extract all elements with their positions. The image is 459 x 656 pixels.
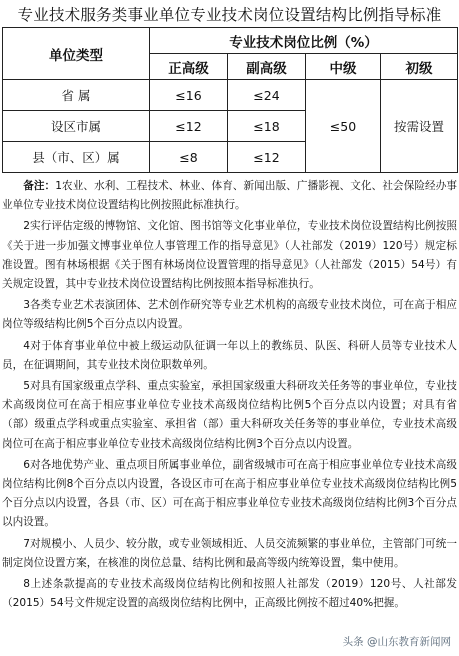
note-1: [2, 177, 457, 215]
row-zheng: ≤12: [150, 111, 228, 142]
row-fu: ≤12: [228, 142, 306, 173]
row-zheng: ≤8: [150, 142, 228, 173]
row-zheng: ≤16: [150, 80, 228, 111]
page-title: 专业技术服务类事业单位专业技术岗位设置结构比例指导标准: [17, 6, 442, 24]
header-fu-gaoji: 副高级: [228, 54, 306, 80]
row-type: 设区市属: [3, 111, 150, 142]
notes-section: [2, 177, 457, 615]
header-ratio: 专业技术岗位比例（%）: [150, 28, 458, 54]
note-1-text: 1农业、水利、工程技术、林业、体育、新闻出版、广播影视、文化、社会保险经办事业单位专业技术岗位设置结构比例按照此标准执行。: [2, 180, 457, 212]
row-fu: ≤24: [228, 80, 306, 111]
note-5: 5对具有国家级重点学科、重点实验室，承担国家级重大科研攻关任务等的事业单位，专业技术高级岗位可在高于相应事业单位专业技术高级岗位结构比例5个百分点以内设置；对具有省（部）级重点学科或重点实验室、承担省（部）重大科研攻关任务等的事业单位，专业技术高级岗位可在高于相应事业单位专业技术高级岗位结构比例3个百分点以内设置。: [2, 380, 457, 450]
note-7: 7对规模小、人员少、较分散，或专业领域相近、人员交流频繁的事业单位，主管部门可统一制定岗位设置方案，在核准的岗位总量、结构比例和最高等级内统筹设置，集中使用。: [2, 537, 457, 569]
middle-value: ≤50: [306, 80, 381, 173]
note-6: 6对各地优势产业、重点项目所属事业单位，副省级城市可在高于相应事业单位专业技术高级岗位结构比例8个百分点以内设置，各设区市可在高于相应事业单位专业技术高级岗位结构比例5个百分点以内设置，各县（市、区）可在高于相应事业单位专业技术高级岗位结构比例3个百分点以内设置。: [2, 458, 457, 529]
notes-lead: 备注：: [23, 180, 56, 192]
note-8: 8上述条款提高的专业技术高级岗位结构比例和按照人社部发（2019）120号、人社部发（2015）54号文件规定设置的高级岗位结构比例中，正高级比例按不超过40%把握。: [2, 578, 457, 610]
row-type: 省 属: [3, 80, 150, 111]
header-zheng-gaoji: 正高级: [150, 54, 228, 80]
note-3: 3各类专业艺术表演团体、艺术创作研究等专业艺术机构的高级专业技术岗位，可在高于相应岗位等级结构比例5个百分点以内设置。: [2, 299, 457, 331]
junior-value: 按需设置: [381, 80, 458, 173]
row-fu: ≤18: [228, 111, 306, 142]
header-chuji: 初级: [381, 54, 458, 80]
header-unit-type: 单位类型: [3, 28, 150, 80]
ratio-table: [2, 27, 458, 173]
table-row: [3, 80, 458, 111]
watermark: 头条 @山东教育新闻网: [342, 636, 451, 648]
row-type: 县（市、区）属: [3, 142, 150, 173]
note-2: 2实行评估定级的博物馆、文化馆、图书馆等文化事业单位，专业技术岗位设置结构比例按照《关于进一步加强文博事业单位人事管理工作的指导意见》（人社部发（2019）120号）规定标准设置。图有林场根据《关于图有林场岗位设置管理的指导意见》（人社部发（2015）54号）有关规定设置，其中专业技术岗位设置结构比例按照本指导标准执行。: [2, 220, 457, 291]
note-4: 4对于体育事业单位中被上级运动队征调一年以上的教练员、队医、科研人员等专业技术人员，在征调期间，其专业技术岗位职数单列。: [2, 339, 457, 371]
header-zhongji: 中级: [306, 54, 381, 80]
